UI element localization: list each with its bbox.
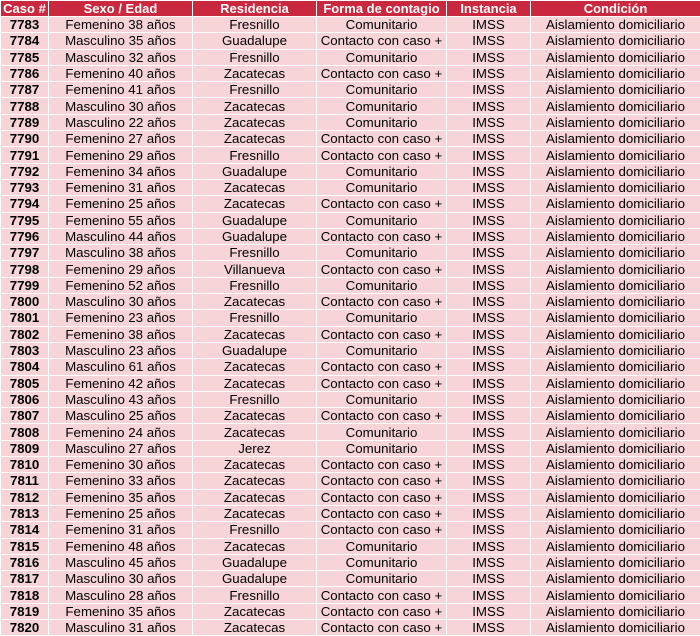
cell-forma-contagio: Contacto con caso + (317, 196, 447, 212)
cell-condicion: Aislamiento domiciliario (531, 603, 700, 619)
cell-residencia: Zacatecas (193, 538, 317, 554)
cell-condicion: Aislamiento domiciliario (531, 359, 700, 375)
cell-residencia: Zacatecas (193, 457, 317, 473)
cell-instancia: IMSS (447, 196, 531, 212)
cell-condicion: Aislamiento domiciliario (531, 440, 700, 456)
table-row (1, 49, 700, 65)
cell-sexo-edad: Femenino 30 años (49, 457, 193, 473)
cell-condicion: Aislamiento domiciliario (531, 261, 700, 277)
table-body (1, 17, 700, 636)
table-row (1, 310, 700, 326)
table-row (1, 619, 700, 635)
table-row (1, 196, 700, 212)
cell-caso: 7792 (1, 163, 49, 179)
cell-instancia: IMSS (447, 49, 531, 65)
cell-sexo-edad: Femenino 48 años (49, 538, 193, 554)
cell-forma-contagio: Contacto con caso + (317, 505, 447, 521)
cell-sexo-edad: Masculino 23 años (49, 342, 193, 358)
cell-sexo-edad: Femenino 31 años (49, 179, 193, 195)
cell-caso: 7816 (1, 554, 49, 570)
cell-sexo-edad: Femenino 25 años (49, 505, 193, 521)
cell-caso: 7817 (1, 571, 49, 587)
cell-instancia: IMSS (447, 179, 531, 195)
cell-caso: 7814 (1, 522, 49, 538)
cell-instancia: IMSS (447, 131, 531, 147)
table-row (1, 147, 700, 163)
cell-forma-contagio: Comunitario (317, 391, 447, 407)
table-row (1, 98, 700, 114)
cell-residencia: Guadalupe (193, 554, 317, 570)
cell-caso: 7805 (1, 375, 49, 391)
cell-caso: 7820 (1, 619, 49, 635)
cell-instancia: IMSS (447, 212, 531, 228)
cell-sexo-edad: Masculino 31 años (49, 619, 193, 635)
cell-caso: 7796 (1, 228, 49, 244)
cell-sexo-edad: Femenino 27 años (49, 131, 193, 147)
cell-instancia: IMSS (447, 310, 531, 326)
header-residencia: Residencia (193, 1, 317, 17)
cell-forma-contagio: Comunitario (317, 212, 447, 228)
cell-residencia: Zacatecas (193, 408, 317, 424)
cell-caso: 7791 (1, 147, 49, 163)
cell-forma-contagio: Comunitario (317, 179, 447, 195)
table-row (1, 17, 700, 33)
cell-forma-contagio: Contacto con caso + (317, 261, 447, 277)
cell-forma-contagio: Comunitario (317, 277, 447, 293)
cell-condicion: Aislamiento domiciliario (531, 17, 700, 33)
table-row (1, 212, 700, 228)
cell-forma-contagio: Contacto con caso + (317, 619, 447, 635)
cell-condicion: Aislamiento domiciliario (531, 147, 700, 163)
cell-caso: 7810 (1, 457, 49, 473)
table-row (1, 587, 700, 603)
cell-forma-contagio: Contacto con caso + (317, 33, 447, 49)
cell-sexo-edad: Femenino 42 años (49, 375, 193, 391)
cell-residencia: Zacatecas (193, 294, 317, 310)
cell-caso: 7784 (1, 33, 49, 49)
cell-instancia: IMSS (447, 245, 531, 261)
cell-sexo-edad: Femenino 29 años (49, 261, 193, 277)
table-row (1, 505, 700, 521)
cell-condicion: Aislamiento domiciliario (531, 114, 700, 130)
cell-forma-contagio: Contacto con caso + (317, 489, 447, 505)
table-row (1, 114, 700, 130)
cell-residencia: Zacatecas (193, 98, 317, 114)
cell-sexo-edad: Femenino 38 años (49, 326, 193, 342)
table-row (1, 245, 700, 261)
cell-residencia: Fresnillo (193, 587, 317, 603)
cell-caso: 7786 (1, 65, 49, 81)
cell-instancia: IMSS (447, 538, 531, 554)
cell-caso: 7803 (1, 342, 49, 358)
cell-forma-contagio: Comunitario (317, 310, 447, 326)
cell-caso: 7783 (1, 17, 49, 33)
table-row (1, 228, 700, 244)
cell-residencia: Fresnillo (193, 277, 317, 293)
cell-condicion: Aislamiento domiciliario (531, 196, 700, 212)
cell-condicion: Aislamiento domiciliario (531, 424, 700, 440)
cell-sexo-edad: Femenino 41 años (49, 82, 193, 98)
cell-instancia: IMSS (447, 375, 531, 391)
cell-forma-contagio: Comunitario (317, 440, 447, 456)
cell-instancia: IMSS (447, 114, 531, 130)
cell-instancia: IMSS (447, 359, 531, 375)
cell-residencia: Zacatecas (193, 505, 317, 521)
table-row (1, 342, 700, 358)
cell-instancia: IMSS (447, 261, 531, 277)
cell-residencia: Jerez (193, 440, 317, 456)
table-row (1, 440, 700, 456)
cell-forma-contagio: Comunitario (317, 17, 447, 33)
cell-forma-contagio: Contacto con caso + (317, 375, 447, 391)
cell-sexo-edad: Femenino 31 años (49, 522, 193, 538)
cell-sexo-edad: Femenino 34 años (49, 163, 193, 179)
cell-condicion: Aislamiento domiciliario (531, 391, 700, 407)
cell-instancia: IMSS (447, 603, 531, 619)
cell-caso: 7789 (1, 114, 49, 130)
table-row (1, 603, 700, 619)
cell-residencia: Zacatecas (193, 375, 317, 391)
cell-sexo-edad: Femenino 38 años (49, 17, 193, 33)
cell-forma-contagio: Comunitario (317, 163, 447, 179)
cell-instancia: IMSS (447, 473, 531, 489)
cell-caso: 7801 (1, 310, 49, 326)
cell-forma-contagio: Contacto con caso + (317, 473, 447, 489)
cell-instancia: IMSS (447, 554, 531, 570)
cell-forma-contagio: Contacto con caso + (317, 587, 447, 603)
cell-forma-contagio: Comunitario (317, 554, 447, 570)
table-row (1, 391, 700, 407)
table-row (1, 33, 700, 49)
cell-residencia: Zacatecas (193, 114, 317, 130)
cell-caso: 7809 (1, 440, 49, 456)
cell-caso: 7798 (1, 261, 49, 277)
cell-residencia: Fresnillo (193, 147, 317, 163)
cell-sexo-edad: Masculino 25 años (49, 408, 193, 424)
cell-condicion: Aislamiento domiciliario (531, 179, 700, 195)
cell-residencia: Zacatecas (193, 131, 317, 147)
table-row (1, 522, 700, 538)
cell-forma-contagio: Comunitario (317, 424, 447, 440)
cell-condicion: Aislamiento domiciliario (531, 163, 700, 179)
cell-residencia: Zacatecas (193, 489, 317, 505)
cell-sexo-edad: Masculino 38 años (49, 245, 193, 261)
cell-residencia: Fresnillo (193, 522, 317, 538)
cell-instancia: IMSS (447, 408, 531, 424)
cell-sexo-edad: Masculino 61 años (49, 359, 193, 375)
cell-condicion: Aislamiento domiciliario (531, 294, 700, 310)
cell-sexo-edad: Masculino 28 años (49, 587, 193, 603)
cell-forma-contagio: Contacto con caso + (317, 131, 447, 147)
cell-caso: 7811 (1, 473, 49, 489)
cell-condicion: Aislamiento domiciliario (531, 408, 700, 424)
table-row (1, 82, 700, 98)
cell-condicion: Aislamiento domiciliario (531, 473, 700, 489)
table-row (1, 359, 700, 375)
cell-instancia: IMSS (447, 326, 531, 342)
cell-residencia: Guadalupe (193, 163, 317, 179)
cell-sexo-edad: Masculino 44 años (49, 228, 193, 244)
cell-caso: 7804 (1, 359, 49, 375)
cell-caso: 7819 (1, 603, 49, 619)
cell-sexo-edad: Femenino 33 años (49, 473, 193, 489)
cell-caso: 7788 (1, 98, 49, 114)
cell-sexo-edad: Femenino 35 años (49, 603, 193, 619)
cell-instancia: IMSS (447, 571, 531, 587)
cell-condicion: Aislamiento domiciliario (531, 98, 700, 114)
cell-caso: 7785 (1, 49, 49, 65)
cell-sexo-edad: Masculino 27 años (49, 440, 193, 456)
header-instancia: Instancia (447, 1, 531, 17)
cell-condicion: Aislamiento domiciliario (531, 65, 700, 81)
header-row (1, 1, 700, 17)
cell-forma-contagio: Contacto con caso + (317, 457, 447, 473)
cell-condicion: Aislamiento domiciliario (531, 228, 700, 244)
cell-caso: 7797 (1, 245, 49, 261)
cell-residencia: Villanueva (193, 261, 317, 277)
cell-sexo-edad: Femenino 25 años (49, 196, 193, 212)
cell-sexo-edad: Femenino 40 años (49, 65, 193, 81)
cell-condicion: Aislamiento domiciliario (531, 326, 700, 342)
cell-caso: 7806 (1, 391, 49, 407)
cell-residencia: Fresnillo (193, 310, 317, 326)
cell-instancia: IMSS (447, 98, 531, 114)
cell-residencia: Zacatecas (193, 603, 317, 619)
cell-forma-contagio: Comunitario (317, 98, 447, 114)
cell-instancia: IMSS (447, 33, 531, 49)
cell-instancia: IMSS (447, 457, 531, 473)
cell-instancia: IMSS (447, 82, 531, 98)
table-row (1, 473, 700, 489)
cell-forma-contagio: Comunitario (317, 82, 447, 98)
cell-condicion: Aislamiento domiciliario (531, 212, 700, 228)
cell-forma-contagio: Contacto con caso + (317, 147, 447, 163)
cell-forma-contagio: Contacto con caso + (317, 326, 447, 342)
cell-caso: 7787 (1, 82, 49, 98)
cell-instancia: IMSS (447, 17, 531, 33)
table-row (1, 326, 700, 342)
cell-condicion: Aislamiento domiciliario (531, 505, 700, 521)
cell-instancia: IMSS (447, 342, 531, 358)
cell-forma-contagio: Comunitario (317, 49, 447, 65)
cell-residencia: Zacatecas (193, 179, 317, 195)
cell-forma-contagio: Contacto con caso + (317, 294, 447, 310)
cell-instancia: IMSS (447, 522, 531, 538)
cell-condicion: Aislamiento domiciliario (531, 522, 700, 538)
cell-sexo-edad: Masculino 45 años (49, 554, 193, 570)
cell-condicion: Aislamiento domiciliario (531, 489, 700, 505)
cell-residencia: Zacatecas (193, 359, 317, 375)
cell-sexo-edad: Femenino 23 años (49, 310, 193, 326)
table-row (1, 408, 700, 424)
table-row (1, 489, 700, 505)
cell-caso: 7813 (1, 505, 49, 521)
cell-residencia: Zacatecas (193, 326, 317, 342)
cell-forma-contagio: Contacto con caso + (317, 65, 447, 81)
cell-instancia: IMSS (447, 587, 531, 603)
cell-residencia: Guadalupe (193, 212, 317, 228)
cell-condicion: Aislamiento domiciliario (531, 33, 700, 49)
cell-instancia: IMSS (447, 391, 531, 407)
cell-instancia: IMSS (447, 163, 531, 179)
cell-instancia: IMSS (447, 228, 531, 244)
cell-residencia: Zacatecas (193, 619, 317, 635)
cell-sexo-edad: Masculino 30 años (49, 294, 193, 310)
cell-instancia: IMSS (447, 294, 531, 310)
table-row (1, 554, 700, 570)
cell-residencia: Zacatecas (193, 424, 317, 440)
cell-condicion: Aislamiento domiciliario (531, 245, 700, 261)
cell-condicion: Aislamiento domiciliario (531, 554, 700, 570)
cell-sexo-edad: Masculino 30 años (49, 571, 193, 587)
cell-instancia: IMSS (447, 277, 531, 293)
table-row (1, 457, 700, 473)
cell-forma-contagio: Comunitario (317, 342, 447, 358)
cell-caso: 7794 (1, 196, 49, 212)
table-row (1, 179, 700, 195)
table-row (1, 131, 700, 147)
cell-condicion: Aislamiento domiciliario (531, 310, 700, 326)
cell-forma-contagio: Contacto con caso + (317, 408, 447, 424)
cell-instancia: IMSS (447, 619, 531, 635)
cell-forma-contagio: Contacto con caso + (317, 522, 447, 538)
cell-forma-contagio: Comunitario (317, 114, 447, 130)
table-row (1, 65, 700, 81)
cell-residencia: Fresnillo (193, 17, 317, 33)
cell-instancia: IMSS (447, 505, 531, 521)
cell-caso: 7795 (1, 212, 49, 228)
cell-caso: 7799 (1, 277, 49, 293)
table-row (1, 261, 700, 277)
cell-caso: 7815 (1, 538, 49, 554)
header-condicion: Condición (531, 1, 700, 17)
cell-residencia: Zacatecas (193, 473, 317, 489)
table-row (1, 277, 700, 293)
cell-forma-contagio: Contacto con caso + (317, 603, 447, 619)
cell-sexo-edad: Femenino 35 años (49, 489, 193, 505)
cell-instancia: IMSS (447, 65, 531, 81)
cell-residencia: Guadalupe (193, 571, 317, 587)
cell-instancia: IMSS (447, 424, 531, 440)
cell-forma-contagio: Comunitario (317, 538, 447, 554)
table-row (1, 375, 700, 391)
cell-sexo-edad: Femenino 24 años (49, 424, 193, 440)
cell-caso: 7802 (1, 326, 49, 342)
header-forma-contagio: Forma de contagio (317, 1, 447, 17)
cell-residencia: Fresnillo (193, 391, 317, 407)
header-sexo-edad: Sexo / Edad (49, 1, 193, 17)
cell-caso: 7808 (1, 424, 49, 440)
cell-caso: 7800 (1, 294, 49, 310)
cell-residencia: Fresnillo (193, 82, 317, 98)
cell-caso: 7818 (1, 587, 49, 603)
cell-caso: 7793 (1, 179, 49, 195)
cell-condicion: Aislamiento domiciliario (531, 619, 700, 635)
cell-condicion: Aislamiento domiciliario (531, 587, 700, 603)
cell-sexo-edad: Masculino 35 años (49, 33, 193, 49)
cell-condicion: Aislamiento domiciliario (531, 49, 700, 65)
table-row (1, 424, 700, 440)
cell-residencia: Guadalupe (193, 342, 317, 358)
cell-sexo-edad: Masculino 32 años (49, 49, 193, 65)
cell-forma-contagio: Comunitario (317, 245, 447, 261)
cell-sexo-edad: Femenino 29 años (49, 147, 193, 163)
cell-residencia: Fresnillo (193, 245, 317, 261)
cell-residencia: Zacatecas (193, 65, 317, 81)
cell-sexo-edad: Masculino 43 años (49, 391, 193, 407)
cell-condicion: Aislamiento domiciliario (531, 538, 700, 554)
cell-condicion: Aislamiento domiciliario (531, 277, 700, 293)
table-row (1, 163, 700, 179)
cell-caso: 7790 (1, 131, 49, 147)
table-row (1, 571, 700, 587)
cell-sexo-edad: Masculino 30 años (49, 98, 193, 114)
cell-caso: 7807 (1, 408, 49, 424)
cell-forma-contagio: Contacto con caso + (317, 228, 447, 244)
cell-residencia: Guadalupe (193, 33, 317, 49)
cell-sexo-edad: Femenino 55 años (49, 212, 193, 228)
cell-instancia: IMSS (447, 440, 531, 456)
cell-condicion: Aislamiento domiciliario (531, 82, 700, 98)
table-row (1, 538, 700, 554)
cell-condicion: Aislamiento domiciliario (531, 571, 700, 587)
table-header (1, 1, 700, 17)
header-caso: Caso # (1, 1, 49, 17)
cell-instancia: IMSS (447, 489, 531, 505)
cell-forma-contagio: Contacto con caso + (317, 359, 447, 375)
table-row (1, 294, 700, 310)
cell-instancia: IMSS (447, 147, 531, 163)
cell-sexo-edad: Femenino 52 años (49, 277, 193, 293)
cell-sexo-edad: Masculino 22 años (49, 114, 193, 130)
cell-condicion: Aislamiento domiciliario (531, 131, 700, 147)
cell-residencia: Fresnillo (193, 49, 317, 65)
cell-caso: 7812 (1, 489, 49, 505)
cell-condicion: Aislamiento domiciliario (531, 342, 700, 358)
cell-condicion: Aislamiento domiciliario (531, 375, 700, 391)
cell-residencia: Guadalupe (193, 228, 317, 244)
cell-condicion: Aislamiento domiciliario (531, 457, 700, 473)
cell-forma-contagio: Comunitario (317, 571, 447, 587)
cell-residencia: Zacatecas (193, 196, 317, 212)
